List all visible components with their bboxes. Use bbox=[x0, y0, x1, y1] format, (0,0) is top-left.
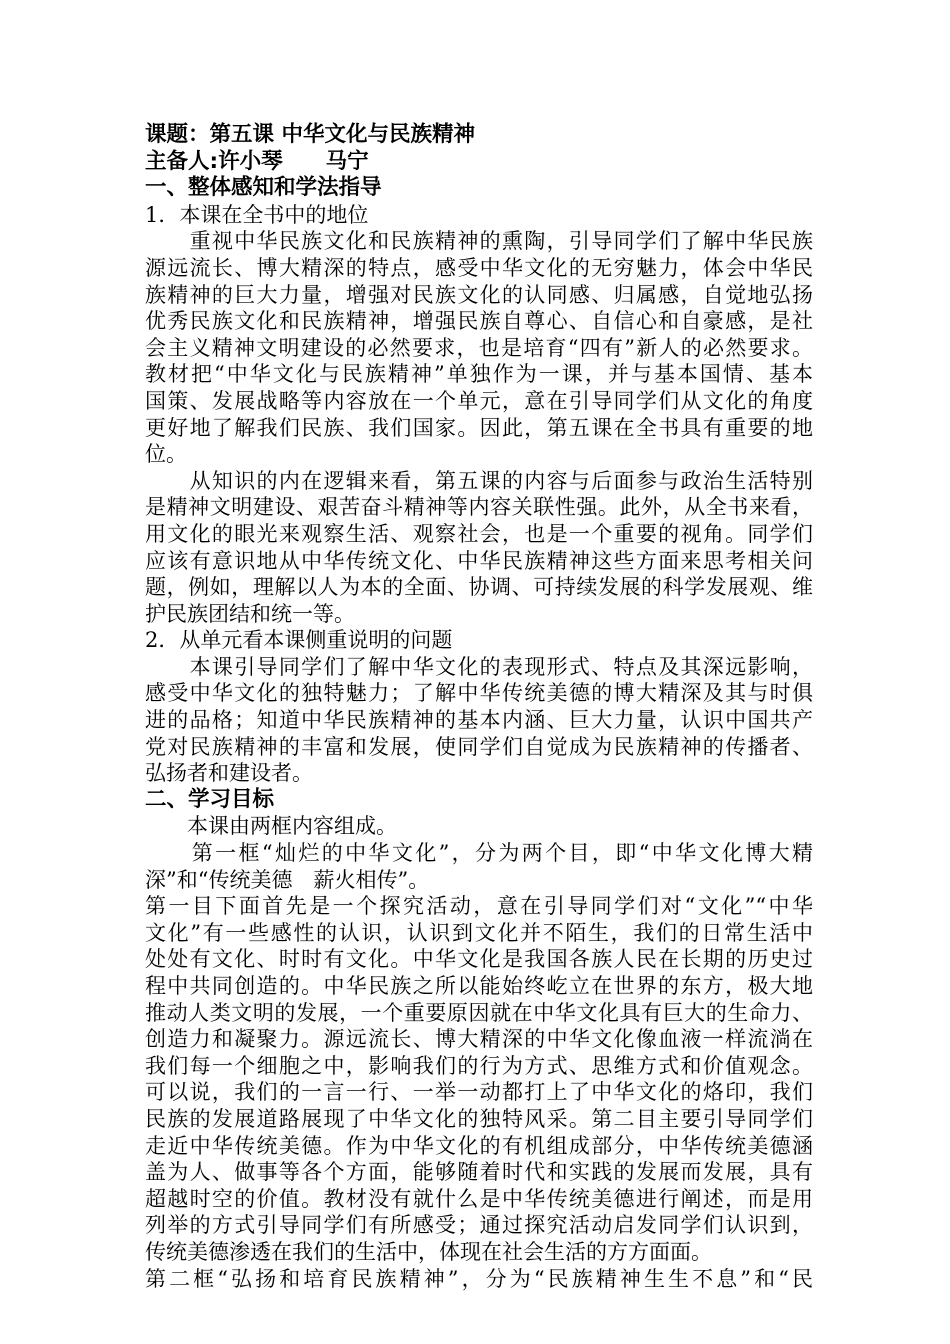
lesson-title: 课题：第五课 中华文化与民族精神 bbox=[145, 122, 475, 147]
paragraph-line: 国策、发展战略等内容放在一个单元，意在引导同学们从文化的角度 bbox=[145, 388, 813, 413]
section-heading-overview: 一、整体感知和学法指导 bbox=[145, 175, 382, 201]
paragraph-line: 深”和“传统美德 薪火相传”。 bbox=[145, 867, 430, 892]
paragraph-line: 超越时空的价值。教材没有就什么是中华传统美德进行阐述，而是用 bbox=[145, 1186, 813, 1211]
paragraph-line: 感受中华文化的独特魅力；了解中华传统美德的博大精深及其与时俱 bbox=[145, 681, 813, 706]
paragraph-line: 题，例如，理解以人为本的全面、协调、可持续发展的科学发展观、维 bbox=[145, 575, 813, 600]
paragraph-line: 族精神的巨大力量，增强对民族文化的认同感、归属感，自觉地弘扬 bbox=[145, 282, 813, 307]
paragraph-line: 处处有文化、时时有文化。中华文化是我国各族人民在长期的历史过 bbox=[145, 947, 813, 972]
paragraph-line: 本课引导同学们了解中华文化的表现形式、特点及其深远影响， bbox=[145, 654, 813, 679]
paragraph-line: 创造力和凝聚力。源远流长、博大精深的中华文化像血液一样流淌在 bbox=[145, 1027, 813, 1052]
paragraph-line: 应该有意识地从中华传统文化、中华民族精神这些方面来思考相关问 bbox=[145, 548, 813, 573]
paragraph-line: 位。 bbox=[145, 442, 187, 467]
paragraph-line: 源远流长、博大精深的特点，感受中华文化的无穷魅力，体会中华民 bbox=[145, 255, 813, 280]
paragraph-line: 会主义精神文明建设的必然要求，也是培育“四有”新人的必然要求。 bbox=[145, 335, 813, 360]
paragraph-line: 推动人类文明的发展，一个重要原因就在中华文化具有巨大的生命力、 bbox=[145, 1000, 813, 1025]
preparer-line: 主备人:许小琴 马宁 bbox=[145, 148, 369, 174]
paragraph-line: 教材把“中华文化与民族精神”单独作为一课，并与基本国情、基本 bbox=[145, 362, 813, 387]
paragraph-line: 第一框“灿烂的中华文化”，分为两个目，即“中华文化博大精 bbox=[145, 841, 813, 866]
paragraph-line: 走近中华传统美德。作为中华文化的有机组成部分，中华传统美德涵 bbox=[145, 1133, 813, 1158]
paragraph-line: 程中共同创造的。中华民族之所以能始终屹立在世界的东方，极大地 bbox=[145, 974, 813, 998]
paragraph-line: 更好地了解我们民族、我们国家。因此，第五课在全书具有重要的地 bbox=[145, 415, 813, 440]
paragraph-line: 用文化的眼光来观察生活、观察社会，也是一个重要的视角。同学们 bbox=[145, 521, 813, 546]
item-heading-position: 1．本课在全书中的地位 bbox=[145, 202, 369, 227]
paragraph-line: 进的品格；知道中华民族精神的基本内涵、巨大力量，认识中国共产 bbox=[145, 708, 813, 733]
paragraph-line: 党对民族精神的丰富和发展，使同学们自觉成为民族精神的传播者、 bbox=[145, 734, 813, 759]
paragraph-line: 本课由两框内容组成。 bbox=[145, 814, 397, 839]
paragraph-line: 文化”有一些感性的认识，认识到文化并不陌生，我们的日常生活中 bbox=[145, 920, 813, 945]
item-heading-focus: 2．从单元看本课侧重说明的问题 bbox=[145, 628, 453, 653]
section-heading-goals: 二、学习目标 bbox=[145, 786, 275, 812]
paragraph-line: 护民族团结和统一等。 bbox=[145, 601, 355, 626]
paragraph-line: 列举的方式引导同学们有所感受；通过探究活动启发同学们认识到， bbox=[145, 1213, 813, 1238]
paragraph-line: 盖为人、做事等各个方面，能够随着时代和实践的发展而发展，具有 bbox=[145, 1160, 813, 1185]
paragraph-line: 弘扬者和建设者。 bbox=[145, 761, 313, 786]
paragraph-line: 从知识的内在逻辑来看，第五课的内容与后面参与政治生活特别 bbox=[145, 468, 813, 493]
paragraph-line: 第一目下面首先是一个探究活动，意在引导同学们对“文化”“中华 bbox=[145, 894, 813, 919]
paragraph-line: 是精神文明建设、艰苦奋斗精神等内容关联性强。此外，从全书来看， bbox=[145, 495, 813, 520]
paragraph-line: 第二框“弘扬和培育民族精神”，分为“民族精神生生不息”和“民 bbox=[145, 1266, 813, 1291]
paragraph-line: 优秀民族文化和民族精神，增强民族自尊心、自信心和自豪感，是社 bbox=[145, 309, 813, 334]
paragraph-line: 民族的发展道路展现了中华文化的独特风采。第二目主要引导同学们 bbox=[145, 1106, 813, 1131]
paragraph-line: 我们每一个细胞之中，影响我们的行为方式、思维方式和价值观念。 bbox=[145, 1053, 813, 1078]
document-page bbox=[145, 122, 813, 1292]
paragraph-line: 传统美德渗透在我们的生活中，体现在社会生活的方方面面。 bbox=[145, 1239, 712, 1264]
paragraph-line: 重视中华民族文化和民族精神的熏陶，引导同学们了解中华民族 bbox=[145, 229, 813, 254]
paragraph-line: 可以说，我们的一言一行、一举一动都打上了中华文化的烙印，我们 bbox=[145, 1080, 813, 1105]
